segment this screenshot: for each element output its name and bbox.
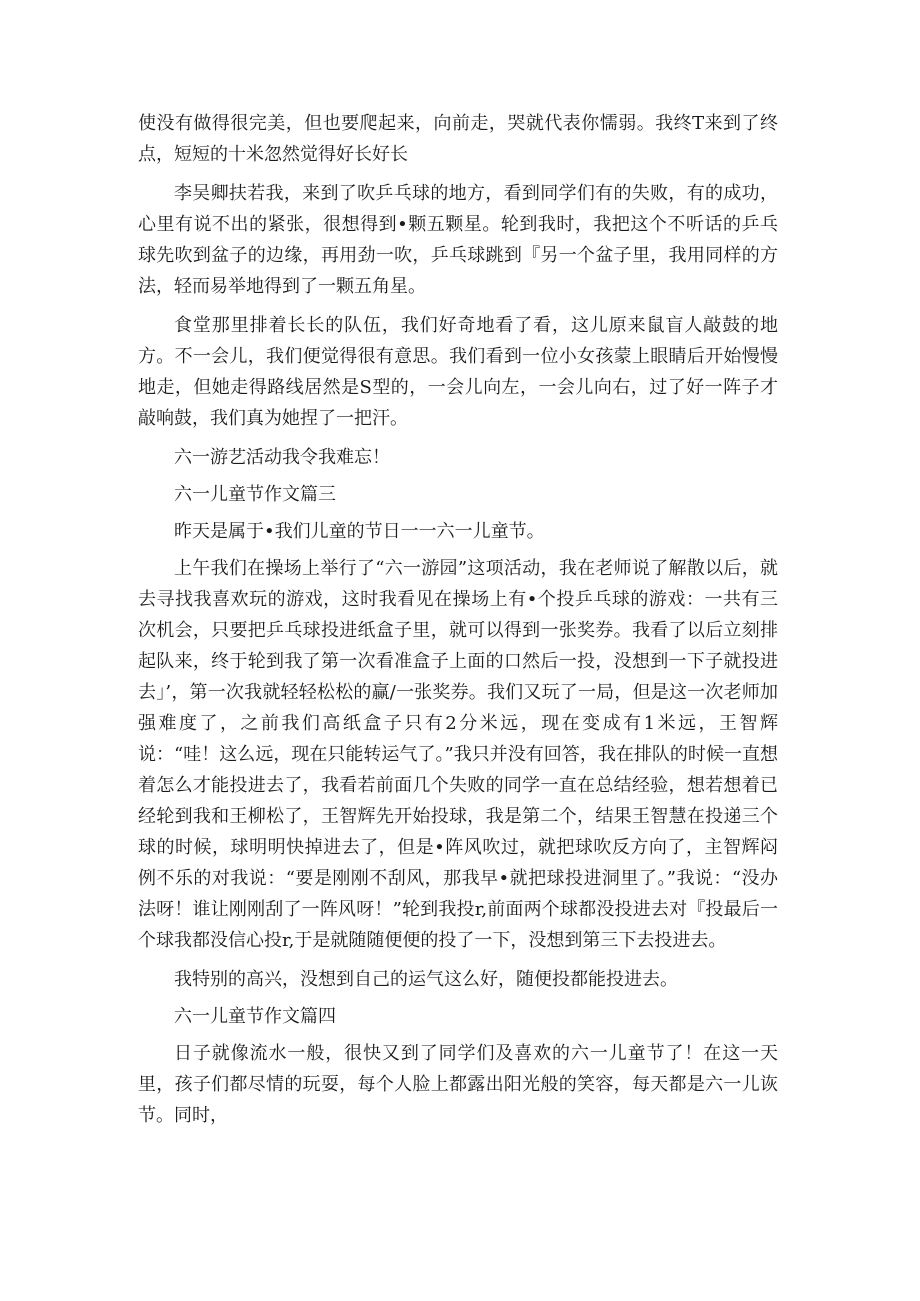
- paragraph-2: 李吴卿扶若我，来到了吹乒乓球的地方，看到同学们有的失败，有的成功，心里有说不出的紧张，很想得到•颗五颗星。轮到我时，我把这个不听话的乒乓球先吹到盆子的边缘，再用劲一吹，乒乓球跳到『另一个盆子里，我用同样的方法，轻而易举地得到了一颗五角星。: [138, 183, 778, 297]
- paragraph-5: 昨天是属于•我们儿童的节日一一六一儿童节。: [174, 521, 545, 542]
- document-page: [138, 108, 778, 1139]
- paragraph-8: 日子就像流水一般，很快又到了同学们及喜欢的六一儿童节了！在这一天里，孩子们都尽情的玩耍，每个人脸上都露出阳光般的笑容，每天都是六一儿诙节。同时，: [138, 1043, 778, 1126]
- section-heading-4: 六一儿童节作文篇四: [174, 1006, 336, 1027]
- paragraph-7: 我特别的高兴，没想到自己的运气这么好，随便投都能投进去。: [174, 969, 678, 990]
- paragraph-4: 六一游艺活动我令我难忘！: [174, 447, 390, 468]
- paragraph-1: 使没有做得很完美，但也要爬起来，向前走，哭就代表你懦弱。我终T来到了终点，短短的十米忽然觉得好长好长: [138, 113, 778, 165]
- paragraph-6: 上午我们在操场上举行了“六一游园”这项活动，我在老师说了解散以后，就去寻找我喜欢玩的游戏，这时我看见在操场上有•个投乒乓球的游戏：一共有三次机会，只要把乒乓球投进纸盒子里，就可以得到一张奖券。我看了以后立刻排起队来，终于轮到我了第一次看准盒子上面的口然后一投，没想到一下子就投进去」’，第一次我就轻轻松松的赢/一张奖券。我们又玩了一局，但是这一次老师加强难度了，之前我们高纸盒子只有2分米远，现在变成有1米远，王智辉说：“哇！这么远，现在只能转运气了。”我只并没有回答，我在排队的时候一直想着怎么才能投进去了，我看若前面几个失败的同学一直在总结经验，想若想着已经轮到我和王柳松了，王智辉先开始投球，我是第二个，结果王智慧在投递三个球的时候，球明明快掉进去了，但是•阵风吹过，就把球吹反方向了，主智辉闷例不乐的对我说：“要是刚刚不刮风，那我早•就把球投进洞里了。”我说：“没办法呀！谁让刚刚刮了一阵风呀！”轮到我投r,前面两个球都没投进去对『投最后一个球我都没信心投r,于是就随随便便的投了一下，没想到第三下去投进去。: [138, 558, 778, 951]
- section-heading-3: 六一儿童节作文篇三: [174, 484, 336, 505]
- paragraph-3: 食堂那里排着长长的队伍，我们好奇地看了看，这儿原来鼠盲人敲鼓的地方。不一会儿，我们便觉得很有意思。我们看到一位小女孩蒙上眼睛后开始慢慢地走，但她走得路线居然是S型的，一会儿向左，一会儿向右，过了好一阵子才敲响鼓，我们真为她捏了一把汗。: [138, 315, 778, 429]
